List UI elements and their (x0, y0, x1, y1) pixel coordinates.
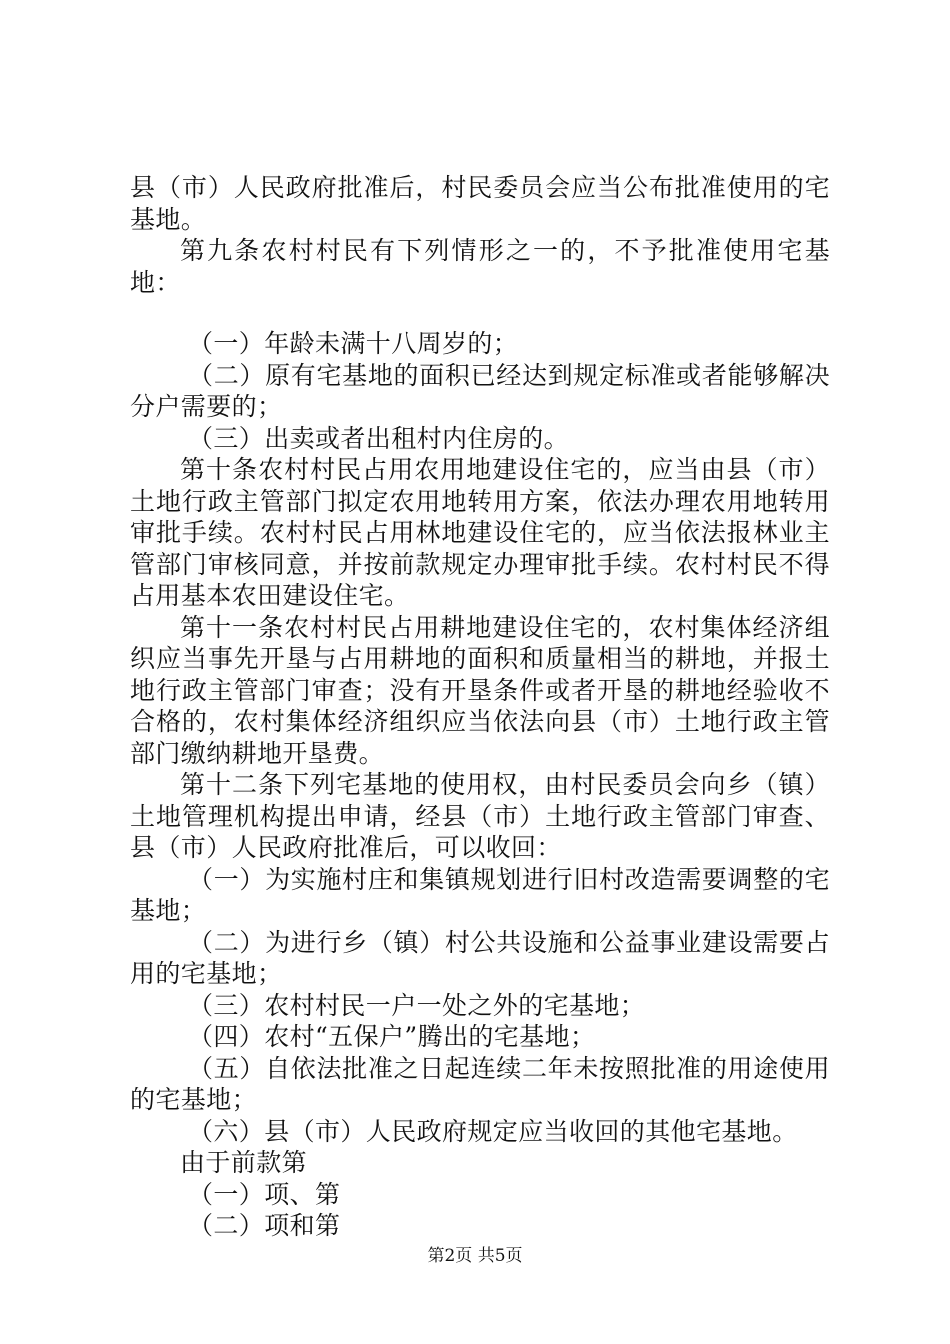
article-12-item-5: （五）自依法批准之日起连续二年未按照批准的用途使用的宅基地； (130, 1053, 830, 1114)
article-12-item-1: （一）为实施村庄和集镇规划进行旧村改造需要调整的宅基地； (130, 864, 830, 925)
document-body (130, 172, 830, 1242)
paragraph-gap (130, 298, 830, 328)
article-12-item-6: （六）县（市）人民政府规定应当收回的其他宅基地。 (188, 1116, 798, 1146)
article-9: 第九条农村村民有下列情形之一的，不予批准使用宅基地： (130, 236, 830, 297)
paragraph-fragment: （二）项和第 (188, 1211, 341, 1240)
article-9-item-1: （一）年龄未满十八周岁的； (188, 329, 519, 358)
article-12-item-2: （二）为进行乡（镇）村公共设施和公益事业建设需要占用的宅基地； (130, 927, 830, 988)
article-10: 第十条农村村民占用农用地建设住宅的，应当由县（市）土地行政主管部门拟定农用地转用方案，依法办理农用地转用审批手续。农村村民占用林地建设住宅的，应当依法报林业主管部门审核同意，并按前款规定办理审批手续。农村村民不得占用基本农田建设住宅。 (130, 455, 830, 610)
article-11: 第十一条农村村民占用耕地建设住宅的，农村集体经济组织应当事先开垦与占用耕地的面积和质量相当的耕地，并报土地行政主管部门审查；没有开垦条件或者开垦的耕地经验收不合格的，农村集体经济组织应当依法向县（市）土地行政主管部门缴纳耕地开垦费。 (130, 612, 830, 768)
page-footer (0, 1245, 950, 1267)
paragraph-continuation: 县（市）人民政府批准后，村民委员会应当公布批准使用的宅基地。 (130, 173, 830, 234)
article-9-item-2: （二）原有宅基地的面积已经达到规定标准或者能够解决分户需要的； (130, 360, 830, 421)
article-12: 第十二条下列宅基地的使用权，由村民委员会向乡（镇）土地管理机构提出申请，经县（市）土地行政主管部门审查、县（市）人民政府批准后，可以收回： (130, 770, 830, 862)
article-12-item-3: （三）农村村民一户一处之外的宅基地； (188, 990, 646, 1020)
paragraph-fragment: （一）项、第 (188, 1179, 341, 1209)
page-number: 第2页 共5页 (427, 1246, 523, 1266)
article-9-item-3: （三）出卖或者出租村内住房的。 (188, 423, 570, 453)
paragraph-fragment: 由于前款第 (180, 1148, 308, 1177)
article-12-item-4: （四）农村“五保户”腾出的宅基地； (188, 1022, 596, 1051)
